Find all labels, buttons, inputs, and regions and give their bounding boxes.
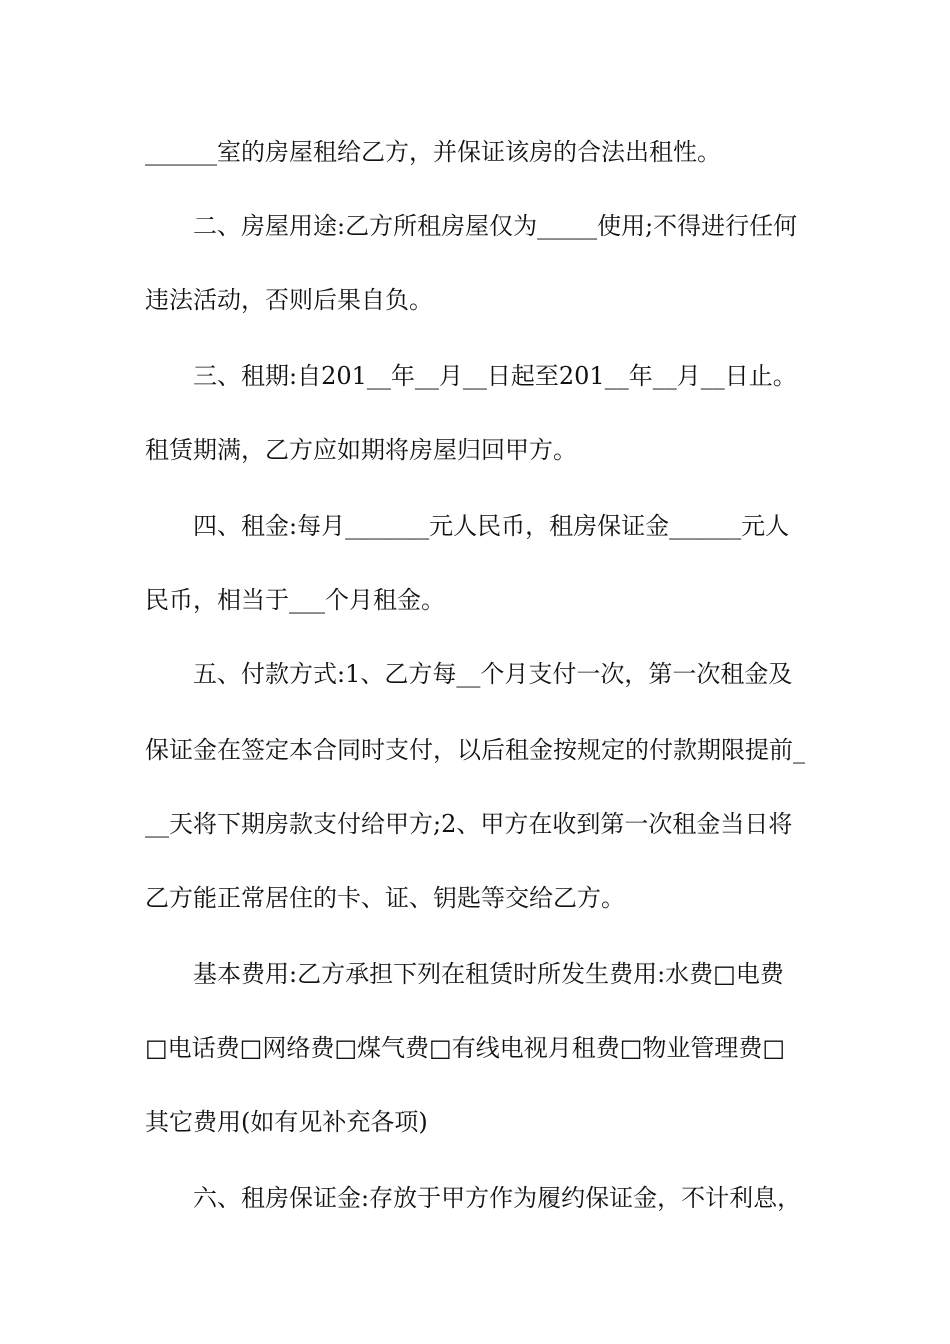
text-line: 六、租房保证金:存放于甲方作为履约保证金，不计利息， (193, 1184, 802, 1212)
text-line: 四、租金:每月_______元人民币，租房保证金______元人 (193, 512, 790, 540)
text-line: 违法活动，否则后果自负。 (145, 286, 433, 314)
text-line: □电话费□网络费□煤气费□有线电视月租费□物业管理费□ (145, 1034, 786, 1062)
text-line: __天将下期房款支付给甲方;2、甲方在收到第一次租金当日将 (145, 810, 793, 838)
text-line: 乙方能正常居住的卡、证、钥匙等交给乙方。 (145, 884, 625, 912)
text-line: 三、租期:自201__年__月__日起至201__年__月__日止。 (193, 362, 797, 390)
text-line: 二、房屋用途:乙方所租房屋仅为_____使用;不得进行任何 (193, 212, 798, 240)
text-line: 基本费用:乙方承担下列在租赁时所发生费用:水费□电费 (193, 960, 784, 988)
text-line: 保证金在签定本合同时支付，以后租金按规定的付款期限提前_ (145, 736, 805, 764)
text-line: ______室的房屋租给乙方，并保证该房的合法出租性。 (145, 138, 721, 166)
text-line: 租赁期满，乙方应如期将房屋归回甲方。 (145, 436, 577, 464)
text-line: 五、付款方式:1、乙方每__个月支付一次，第一次租金及 (193, 660, 793, 688)
text-line: 民币，相当于___个月租金。 (145, 586, 445, 614)
text-line: 其它费用(如有见补充各项) (145, 1108, 428, 1136)
